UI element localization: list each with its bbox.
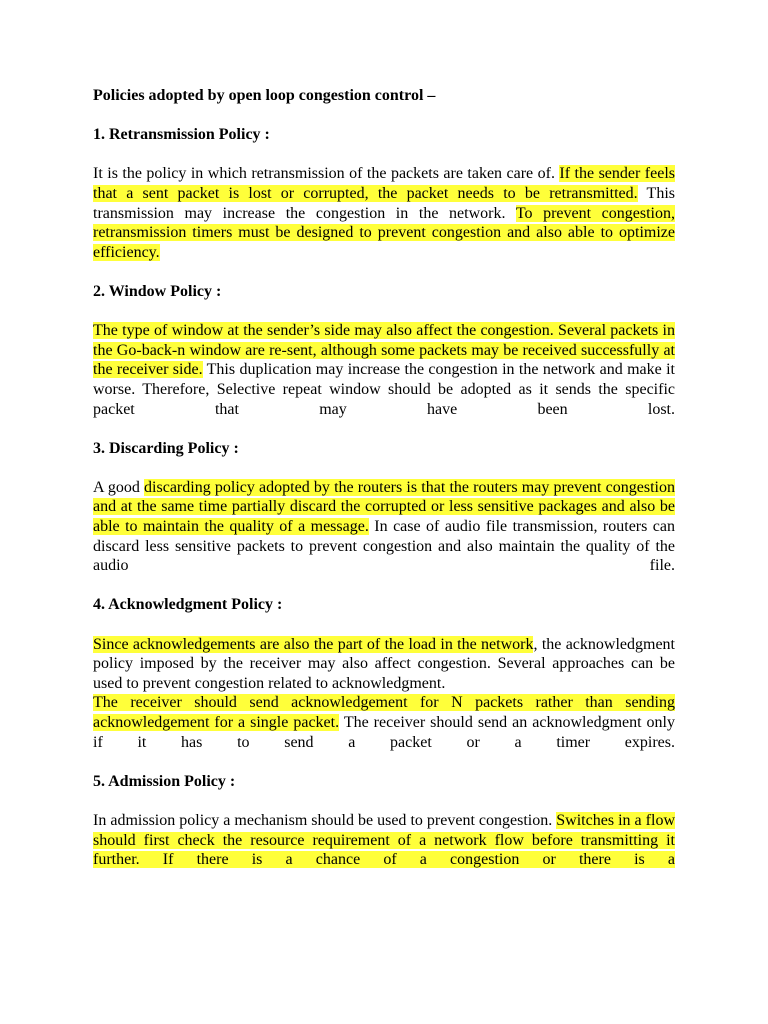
text-segment: It is the policy in which retransmission of the packets are taken care of. (93, 165, 560, 183)
text-segment: The receiver should send an acknowledgment only if it has to send a packet or a timer expires. (93, 714, 676, 751)
text-segment: In case of audio file transmission, routers can discard less sensitive packets to prevent congestion and also maintain the quality of the audio file. (93, 518, 676, 575)
highlighted-text-segment: If the sender feels that a sent packet is lost or corrupted, the packet needs to be retransmitted. (93, 165, 675, 202)
text-segment: This duplication may increase the congestion in the network and make it worse. Therefore, Selective repeat window should be adopted as it sends the specific packet that may have been lost. (93, 361, 675, 418)
text-segment: A good (93, 478, 145, 496)
paragraph-discarding (93, 478, 675, 576)
document-page (93, 86, 675, 889)
text-segment: In admission policy a mechanism should be used to prevent congestion. (93, 811, 557, 829)
paragraph-retransmission (93, 164, 675, 262)
highlighted-text-segment: If there is a chance of a congestion or there is a (139, 851, 675, 869)
paragraph-acknowledgment-2 (93, 693, 675, 752)
highlighted-text-segment: discarding policy adopted by the routers is that the routers may prevent congestion and at the same time partially discard the corrupted or less sensitive packages and also be able to maintain the quality of a message. (93, 478, 676, 536)
paragraph-admission (93, 811, 675, 870)
section-heading-retransmission: 1. Retransmission Policy : (93, 126, 270, 144)
highlighted-text-segment: The type of window at the sender’s side may also affect the congestion. Several packets in the Go-back-n window are re-sent, although some packets may be received successfully at the receiver side. (93, 322, 675, 379)
highlighted-text-segment: Switches in a flow should first check the resource requirement of a network flow before transmitting it further. (93, 811, 675, 869)
paragraph-acknowledgment-1 (93, 635, 675, 694)
section-heading-discarding: 3. Discarding Policy : (93, 439, 239, 457)
paragraph-window (93, 321, 675, 419)
section-heading-admission: 5. Admission Policy : (93, 772, 236, 790)
section-heading-window: 2. Window Policy : (93, 282, 222, 300)
section-heading-acknowledgment: 4. Acknowledgment Policy : (93, 596, 283, 614)
text-segment: , the acknowledgment policy imposed by the receiver may also affect congestion. Several approaches can be used to prevent congestion related to acknowledgment. (93, 635, 676, 692)
document-title: Policies adopted by open loop congestion control – (93, 87, 436, 104)
highlighted-text-segment: To prevent congestion, retransmission timers must be designed to prevent congestion and also able to optimize efficiency. (93, 204, 676, 261)
highlighted-text-segment: Since acknowledgements are also the part of the load in the network (93, 635, 534, 653)
highlighted-text-segment: The receiver should send acknowledgement for N packets rather than sending acknowledgement for a single packet. (93, 694, 675, 731)
text-segment: This transmission may increase the congestion in the network. (93, 184, 676, 222)
